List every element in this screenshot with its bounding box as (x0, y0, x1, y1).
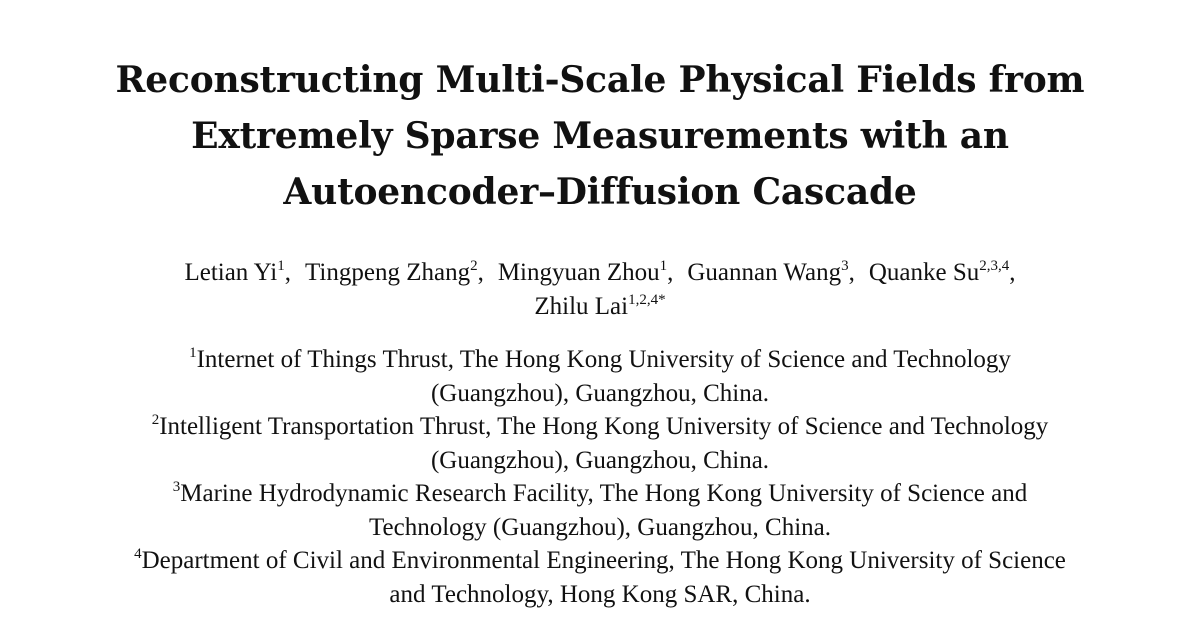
affiliation-line: (Guangzhou), Guangzhou, China. (430, 446, 770, 474)
affiliation-text: Intelligent Transportation Thrust, The Hong Kong University of Science and Technology (159, 413, 1049, 440)
author-name: Zhilu Lai (534, 293, 629, 320)
affiliation-list (30, 343, 1170, 611)
affiliation-line: (Guangzhou), Guangzhou, China. (430, 379, 770, 407)
author-name: Letian Yi (184, 259, 278, 286)
affiliation-line (30, 477, 1170, 511)
author-separator: , (667, 259, 674, 286)
affiliation-line (30, 343, 1170, 377)
author-name: Quanke Su (868, 259, 980, 286)
affiliation-line (30, 544, 1170, 578)
author (498, 259, 674, 286)
title-line-1: Reconstructing Multi-Scale Physical Fields from (115, 59, 1085, 101)
author-affiliation-marker: 1 (659, 258, 668, 274)
affiliation-number: 1 (189, 345, 197, 361)
author-separator: , (1009, 259, 1016, 286)
author (184, 259, 291, 286)
author-affiliation-marker: 2 (470, 258, 478, 274)
author-list (40, 256, 1160, 324)
author-affiliation-marker: 3 (841, 258, 849, 274)
author-separator: , (284, 259, 292, 286)
title-line-2: Extremely Sparse Measurements with an (191, 115, 1009, 157)
author-line-1 (40, 256, 1160, 290)
affiliation-line: Technology (Guangzhou), Guangzhou, China. (368, 513, 832, 541)
paper-title (40, 52, 1160, 220)
affiliation-text: Internet of Things Thrust, The Hong Kong University of Science and Technology (196, 346, 1011, 373)
affiliation-line: and Technology, Hong Kong SAR, China. (389, 580, 811, 608)
affiliation-text: Department of Civil and Environmental Engineering, The Hong Kong University of Science (141, 547, 1066, 574)
author-name: Guannan Wang (687, 259, 842, 286)
title-line-3: Autoencoder–Diffusion Cascade (283, 171, 917, 213)
author-separator: , (848, 259, 855, 286)
author-affiliation-marker: 1,2,4* (628, 292, 666, 308)
affiliation (30, 544, 1170, 611)
affiliation-line (30, 410, 1170, 444)
author-separator: , (477, 259, 484, 286)
affiliation (30, 477, 1170, 544)
affiliation (30, 343, 1170, 410)
affiliation-number: 2 (151, 412, 160, 428)
author (305, 259, 484, 286)
author-affiliation-marker: 2,3,4 (979, 258, 1010, 274)
affiliation (30, 410, 1170, 477)
author (687, 259, 855, 286)
author (869, 259, 1016, 286)
author-affiliation-marker: 1 (277, 258, 285, 274)
author-name: Tingpeng Zhang (305, 259, 471, 286)
author (534, 293, 665, 320)
author-name: Mingyuan Zhou (497, 259, 660, 286)
author-line-2 (40, 290, 1160, 324)
affiliation-number: 4 (134, 546, 142, 562)
affiliation-text: Marine Hydrodynamic Research Facility, The Hong Kong University of Science and (180, 480, 1028, 507)
affiliation-number: 3 (172, 479, 181, 495)
